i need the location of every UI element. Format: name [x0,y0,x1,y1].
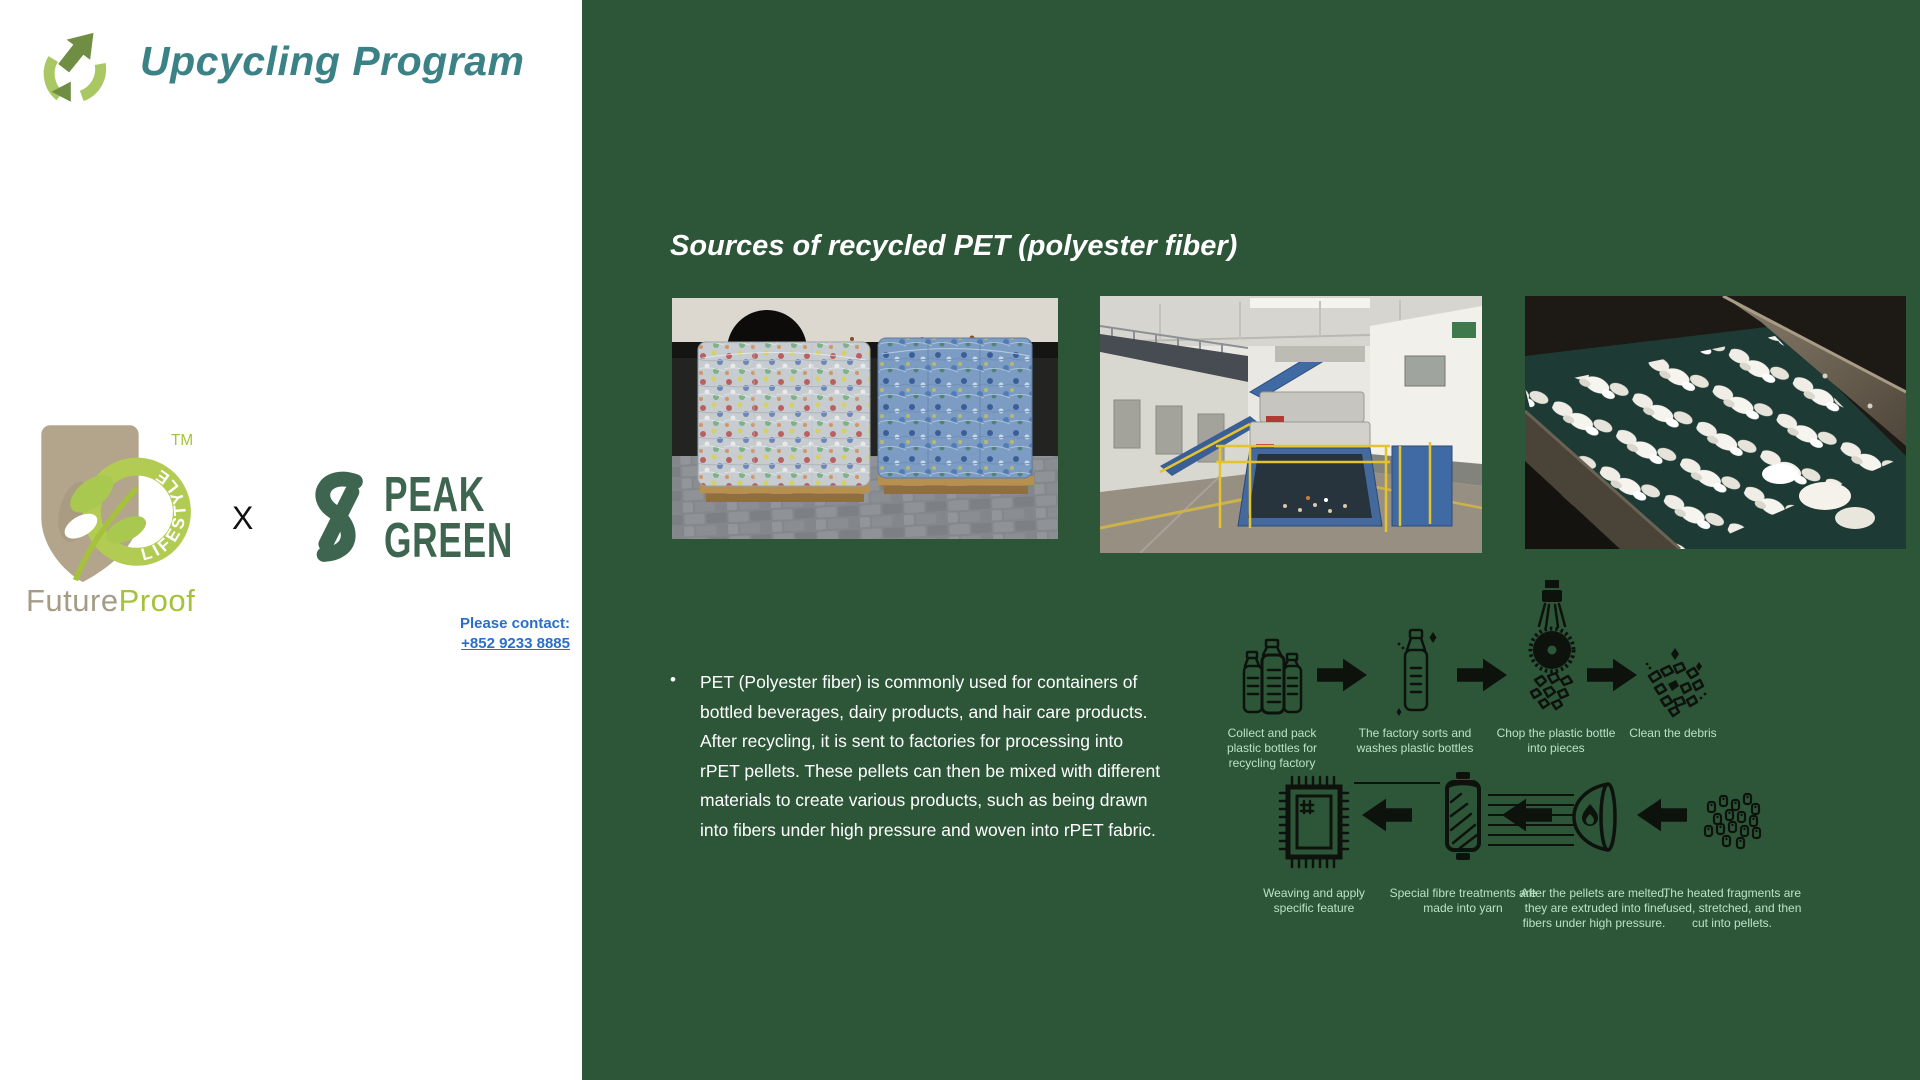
peak-green-logo [298,458,563,578]
recycling-factory-photo [1100,296,1482,553]
arrow-right-icon [1317,658,1367,692]
process-caption: The factory sorts and washes plastic bottles [1356,726,1474,755]
shredder-icon [1525,578,1579,712]
arrow-left-icon [1362,798,1412,832]
contact-block [460,615,570,654]
peak-line: PEAK [384,467,485,522]
pet-flakes-conveyor-photo [1525,296,1906,549]
recycling-process-diagram [1200,560,1912,1000]
futureproof-wordmark [26,583,226,619]
process-caption: Clean the debris [1629,726,1717,740]
futureproof-logo [26,418,226,619]
baled-plastic-bottles-photo [672,298,1058,539]
thread-line [1354,782,1440,784]
bullet-marker: • [670,670,676,689]
weaving-icon [1275,773,1353,871]
body-bullet [670,668,1170,846]
futureproof-badge-icon [26,418,208,582]
section-heading: Sources of recycled PET (polyester fiber) [670,230,1238,262]
wordmark-future: Future [26,583,119,618]
wordmark-proof: Proof [118,583,196,618]
process-caption: Special fibre treatments are made into yarn [1389,886,1537,915]
process-caption: The heated fragments are fused, stretched, and then cut into pellets. [1662,886,1802,930]
fiber-threads [1488,794,1574,850]
trademark-symbol: TM [171,432,194,450]
process-caption: Collect and pack plastic bottles for recycling factory [1226,726,1318,770]
flakes-icon [1641,646,1709,718]
peak-green-wordmark [384,467,514,568]
clean-bottle-icon [1393,626,1439,720]
arrow-left-icon [1637,798,1687,832]
peak-green-mark-icon [298,458,378,578]
contact-phone-link[interactable]: +852 9233 8885 [461,634,570,652]
recycle-arrows-icon [33,24,117,104]
contact-label: Please contact: [459,615,570,632]
collaboration-x: X [232,500,254,536]
bullet-text: PET (Polyester fiber) is commonly used for containers of bottled beverages, dairy products, and hair care products. After recycling, it is sent to factories for processing into rPET pellets. These pellets can then be mixed with different materials to create various products, such as being drawn into fibers under high pressure and woven into rPET fabric. [700,672,1161,840]
plastic-bottles-icon [1240,630,1304,718]
process-caption: Chop the plastic bottle into pieces [1496,726,1616,755]
svg-text:LIFESTYLE [139,464,190,564]
process-caption: Weaving and apply specific feature [1263,886,1365,915]
extruder-icon [1570,780,1618,854]
futureproof-ring-text: LIFESTYLE [138,464,190,565]
pellets-icon [1700,788,1764,852]
green-line: GREEN [384,514,514,568]
content-panel [582,0,1920,1080]
process-caption: After the pellets are melted, they are extruded into fine fibers under high pressure. [1520,886,1668,930]
arrow-right-icon [1587,658,1637,692]
page-title: Upcycling Program [140,38,525,84]
arrow-right-icon [1457,658,1507,692]
left-panel [0,0,582,1080]
yarn-spool-icon [1439,770,1487,862]
